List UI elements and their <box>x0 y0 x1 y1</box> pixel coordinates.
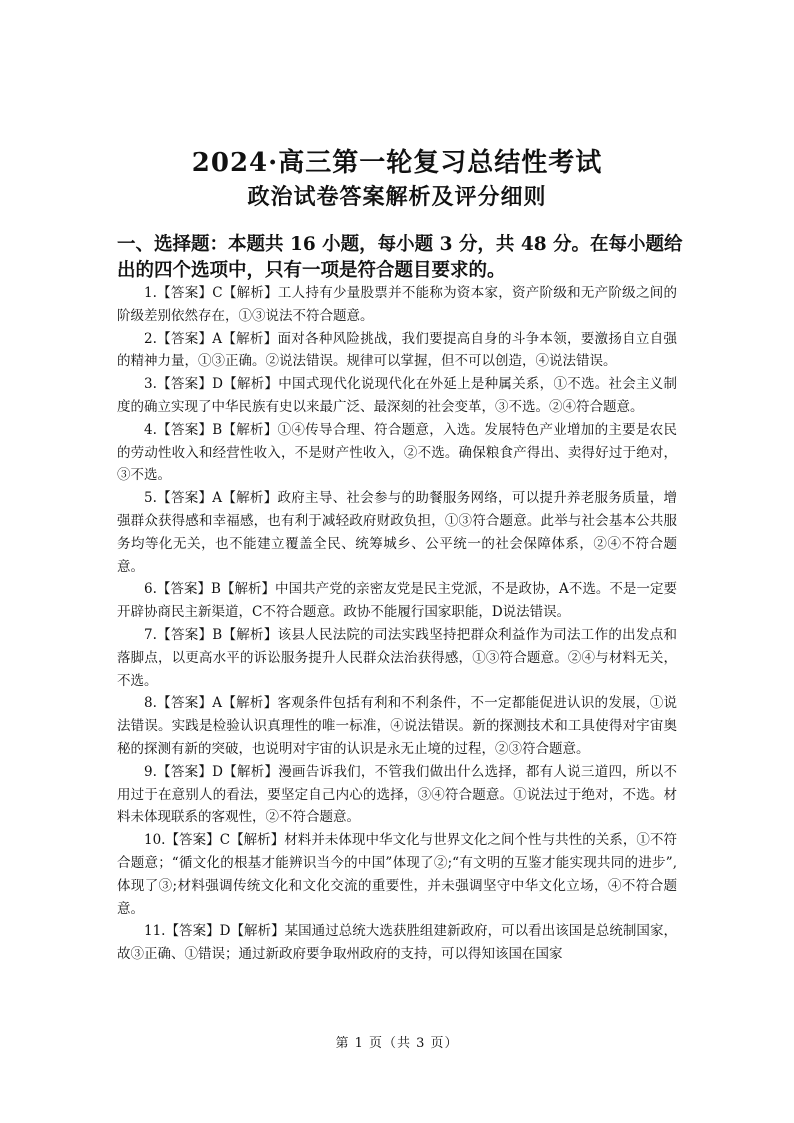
section-heading: 一、选择题：本题共 16 小题，每小题 3 分，共 48 分。在每小题给出的四个选项中，只有一项是符合题目要求的。 <box>117 234 683 281</box>
answer-item: 4.【答案】B【解析】①④传导合理、符合题意，入选。发展特色产业增加的主要是农民的劳动性收入和经营性收入，不是财产性收入，②不选。确保粮食产得出、卖得好过于绝对，③不选。 <box>117 421 677 484</box>
answer-item: 8.【答案】A【解析】客观条件包括有利和不利条件，不一定都能促进认识的发展，①说法错误。实践是检验认识真理性的唯一标准，④说法错误。新的探测技术和工具使得对宇宙奥秘的探测有新的突破，也说明对宇宙的认识是永无止境的过程，②③符合题意。 <box>117 695 677 757</box>
page-footer: 第 1 页（共 3 页） <box>335 1036 459 1051</box>
answer-item: 6.【答案】B【解析】中国共产党的亲密友党是民主党派，不是政协，A不选。不是一定要开辟协商民主新渠道，C不符合题意。政协不能履行国家职能，D说法错误。 <box>117 581 677 621</box>
answer-list <box>117 282 677 966</box>
answer-item: 3.【答案】D【解析】中国式现代化说现代化在外延上是种属关系，①不选。社会主义制度的确立实现了中华民族有史以来最广泛、最深刻的社会变革，③不选。②④符合题意。 <box>117 376 677 415</box>
page-subtitle: 政治试卷答案解析及评分细则 <box>247 184 547 210</box>
page-title: 2024·高三第一轮复习总结性考试 <box>191 148 603 178</box>
answer-item: 1.【答案】C【解析】工人持有少量股票并不能称为资本家，资产阶级和无产阶级之间的阶级差别依然存在，①③说法不符合题意。 <box>117 285 677 324</box>
answer-item: 11.【答案】D【解析】某国通过总统大选获胜组建新政府，可以看出该国是总统制国家，故③正确、①错误；通过新政府要争取州政府的支持，可以得知该国在国家 <box>117 923 677 963</box>
answer-item: 7.【答案】B【解析】该县人民法院的司法实践坚持把群众利益作为司法工作的出发点和落脚点，以更高水平的诉讼服务提升人民群众法治获得感，①③符合题意。②④与材料无关，不选。 <box>117 626 677 689</box>
answer-item: 10.【答案】C【解析】材料并未体现中华文化与世界文化之间个性与共性的关系，①不符合题意；“循文化的根基才能辨识当今的中国”体现了②;“有文明的互鉴才能实现共同的进步”,体现了③;材料强调传统文化和文化交流的重要性，并未强调坚守中华文化立场，④不符合题意。 <box>117 832 677 917</box>
answer-item: 5.【答案】A【解析】政府主导、社会参与的助餐服务网络，可以提升养老服务质量，增强群众获得感和幸福感，也有利于减轻政府财政负担，①③符合题意。此举与社会基本公共服务均等化无关，也不能建立覆盖全民、统筹城乡、公平统一的社会保障体系，②④不符合题意。 <box>117 490 677 575</box>
answer-item: 9.【答案】D【解析】漫画告诉我们，不管我们做出什么选择，都有人说三道四，所以不用过于在意别人的看法，要坚定自己内心的选择，③④符合题意。①说法过于绝对，不选。材料未体现联系的客观性，②不符合题意。 <box>117 763 677 826</box>
answer-item: 2.【答案】A【解析】面对各种风险挑战，我们要提高自身的斗争本领，要激扬自立自强的精神力量，①③正确。②说法错误。规律可以掌握，但不可以创造，④说法错误。 <box>117 330 677 370</box>
